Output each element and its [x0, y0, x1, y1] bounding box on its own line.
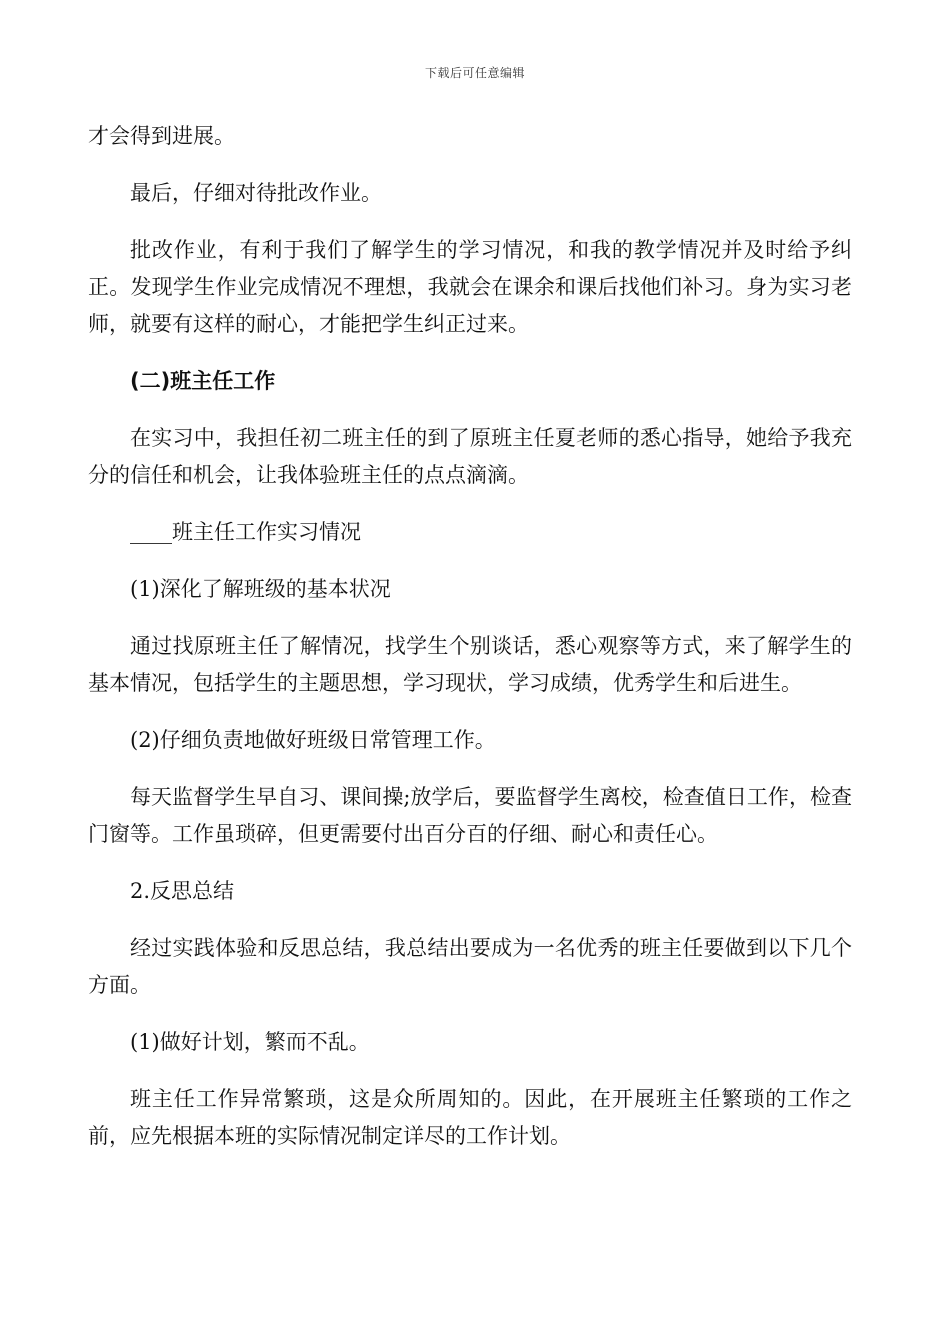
page-header: 下载后可任意编辑	[424, 66, 525, 80]
subsection-heading: 2.反思总结	[130, 879, 235, 903]
list-item-heading: (2)仔细负责地做好班级日常管理工作。	[130, 728, 496, 752]
document-body	[88, 118, 852, 1175]
paragraph: 班主任工作异常繁琐，这是众所周知的。因此，在开展班主任繁琐的工作之前，应先根据本班的实际情况制定详尽的工作计划。	[88, 1087, 852, 1148]
subsection-heading: ____班主任工作实习情况	[130, 520, 361, 544]
paragraph: 批改作业，有利于我们了解学生的学习情况，和我的教学情况并及时给予纠正。发现学生作业完成情况不理想，我就会在课余和课后找他们补习。身为实习老师，就要有这样的耐心，才能把学生纠正过来。	[88, 238, 852, 336]
paragraph: 通过找原班主任了解情况，找学生个别谈话，悉心观察等方式，来了解学生的基本情况，包括学生的主题思想，学习现状，学习成绩，优秀学生和后进生。	[88, 634, 852, 695]
paragraph: 每天监督学生早自习、课间操;放学后，要监督学生离校，检查值日工作，检查门窗等。工作虽琐碎，但更需要付出百分百的仔细、耐心和责任心。	[88, 785, 852, 846]
paragraph: 最后，仔细对待批改作业。	[130, 181, 382, 205]
list-item-heading: (1)深化了解班级的基本状况	[130, 577, 391, 601]
list-item-heading: (1)做好计划，繁而不乱。	[130, 1030, 370, 1054]
paragraph-continuation: 才会得到进展。	[88, 124, 235, 148]
paragraph: 在实习中，我担任初二班主任的到了原班主任夏老师的悉心指导，她给予我充分的信任和机会，让我体验班主任的点点滴滴。	[88, 426, 852, 487]
paragraph: 经过实践体验和反思总结，我总结出要成为一名优秀的班主任要做到以下几个方面。	[88, 936, 852, 997]
section-heading: (二)班主任工作	[130, 369, 276, 393]
